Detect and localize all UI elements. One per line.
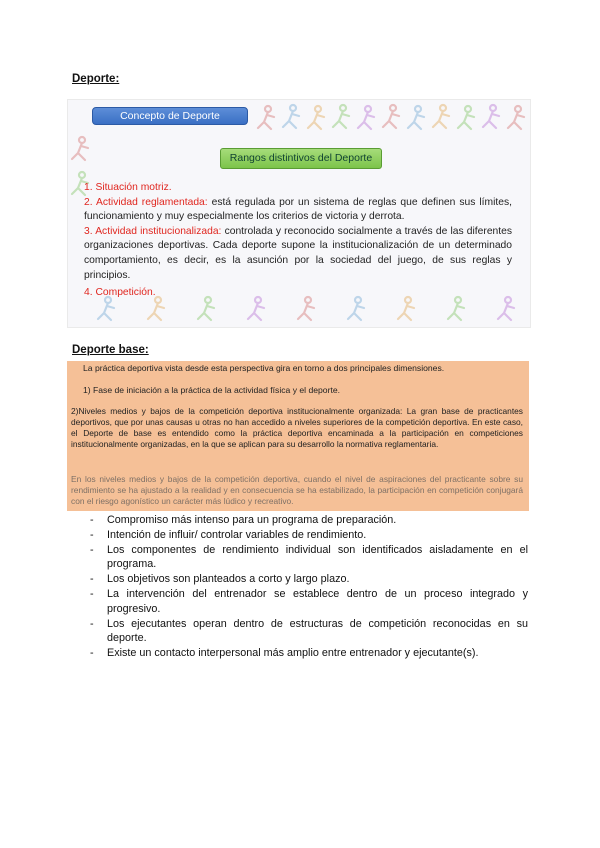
- concept-pill: Concepto de Deporte: [92, 107, 248, 125]
- deporte-slide: [67, 99, 531, 328]
- list-item: - Existe un contacto interpersonal más amplio entre entrenador y ejecutante(s).: [90, 646, 528, 661]
- characteristics-list: [90, 513, 528, 661]
- heading-deporte-base: Deporte base:: [72, 344, 149, 356]
- rango-item-2: 2. Actividad reglamentada: está regulada por un sistema de reglas que definen sus límites, funcionamiento y muy especialmente los criterios de victoria y derrota.: [84, 196, 512, 223]
- deporte-base-box: [67, 361, 529, 511]
- rango-item-1: 1. Situación motriz.: [84, 182, 172, 193]
- rangos-pill: Rangos distintivos del Deporte: [220, 148, 382, 169]
- box-point-3: En los niveles medios y bajos de la competición deportiva, cuando el nivel de aspiraciones del practicante sobre su rendimiento se ha ajustado a la realidad y en consecuencia se ha estabilizado, la participación en competición conjugará con el riesgo agonístico un carácter más lúdico y recreativo.: [71, 474, 523, 506]
- list-item: - Los objetivos son planteados a corto y largo plazo.: [90, 572, 528, 587]
- list-item: - Intención de influir/ controlar variables de rendimiento.: [90, 528, 528, 543]
- box-intro: La práctica deportiva vista desde esta perspectiva gira en torno a dos principales dimensiones.: [83, 363, 445, 373]
- list-item: - Los componentes de rendimiento individual son identificados aisladamente en el programa.: [90, 543, 528, 573]
- heading-deporte: Deporte:: [72, 73, 120, 85]
- rango-item-4: 4. Competición.: [84, 287, 156, 299]
- list-item: - Los ejecutantes operan dentro de estructuras de competición reconocidas en su deporte.: [90, 617, 528, 647]
- rango-item-3: 3. Actividad institucionalizada: controlada y reconocido socialmente a través de las diferentes organizaciones deportivas. Cada deporte supone la institucionalización de un determinado comportamiento, es decir, es la asunción por la sociedad del juego, de sus reglas y principios.: [84, 225, 513, 281]
- list-item: - Compromiso más intenso para un programa de preparación.: [90, 513, 528, 528]
- box-point-1: 1) Fase de iniciación a la práctica de la actividad física y el deporte.: [83, 385, 340, 395]
- box-point-2: 2)Niveles medios y bajos de la competición deportiva institucionalmente organizada: La gran base de practicantes deportivos, que por unas causas u otras no han accedido a niveles superiores de la competición deportiva. En este caso, el Deporte de base es entendido como la práctica deportiva encaminada a la participación en competiciones institucionalmente organizadas, en la que se aplican para su desarrollo la normativa reglamentaria.: [71, 406, 523, 449]
- rangos-list: [84, 181, 512, 301]
- list-item: - La intervención del entrenador se establece dentro de un proceso integrado y progresivo.: [90, 587, 528, 617]
